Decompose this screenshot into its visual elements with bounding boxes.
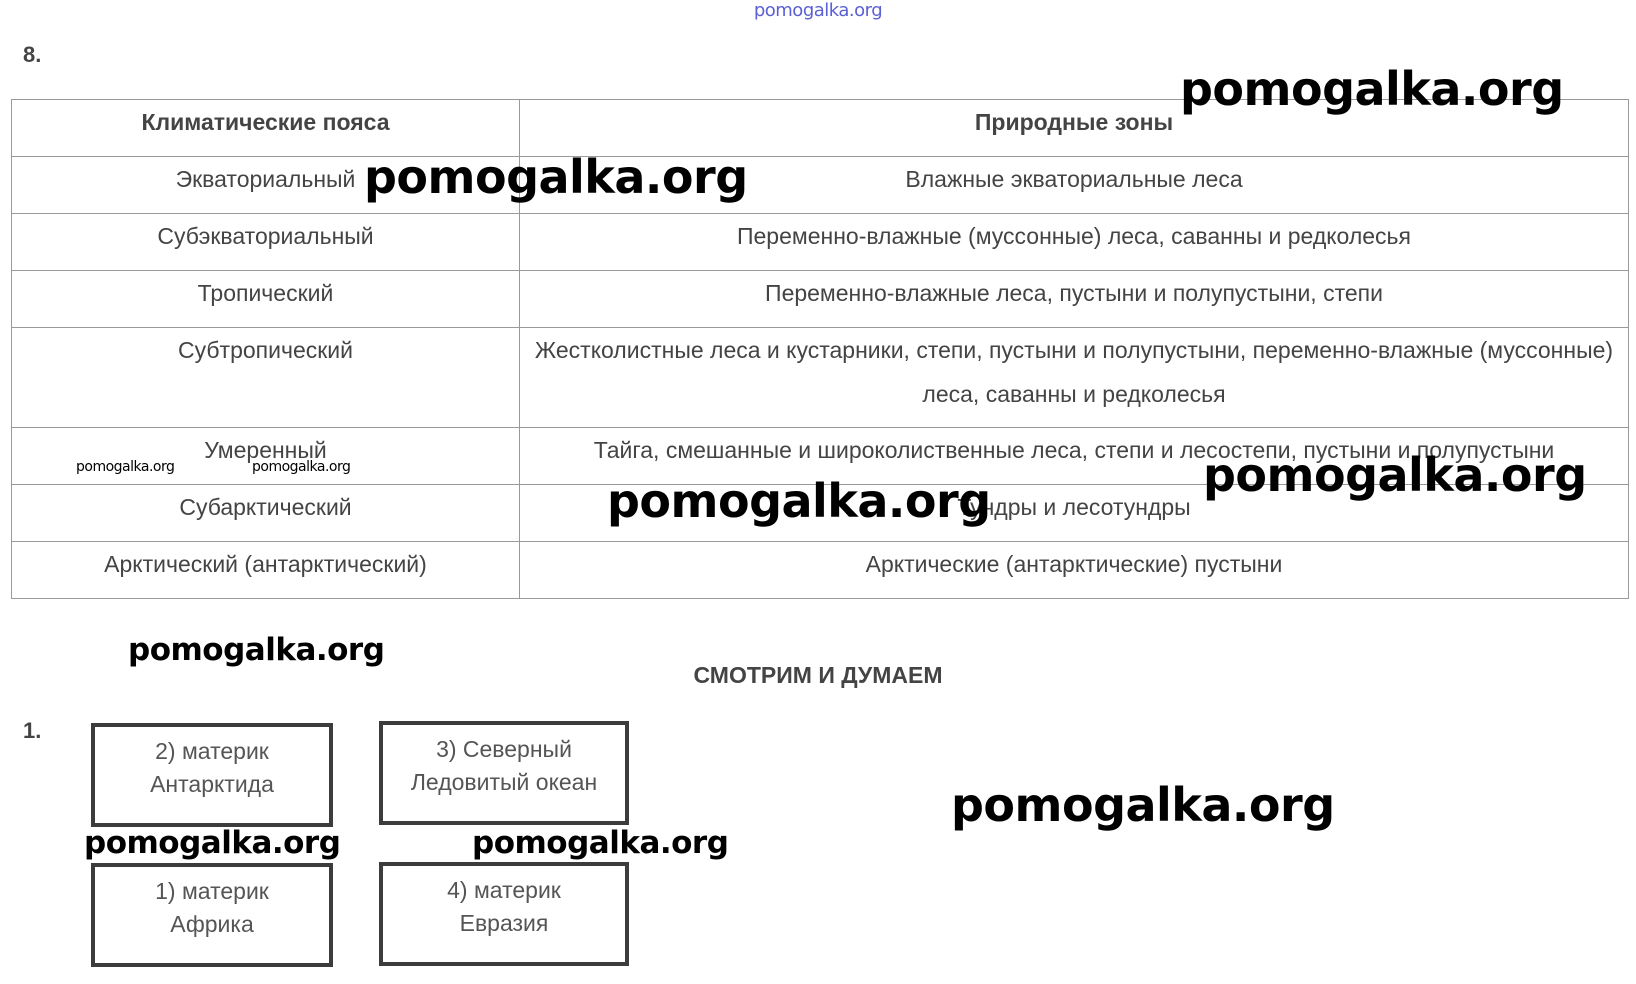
- zones-cell: Арктические (антарктические) пустыни: [520, 542, 1629, 599]
- answer-box-line: 4) материк: [447, 877, 561, 903]
- answer-box: [379, 721, 629, 825]
- top-watermark: pomogalka.org: [753, 0, 883, 21]
- answer-box-line: Евразия: [459, 910, 549, 936]
- answer-box: [91, 723, 333, 827]
- table-row: [12, 271, 1629, 328]
- watermark: pomogalka.org: [364, 150, 748, 204]
- task-number-1: 1.: [23, 718, 42, 743]
- header-climate-belts: Климатические пояса: [12, 100, 520, 157]
- belt-cell: Тропический: [12, 271, 520, 328]
- zones-cell: Тайга, смешанные и широколиственные леса, степи и лесостепи, пустыни и полупустыни: [520, 428, 1629, 485]
- answer-box-line: Ледовитый океан: [410, 769, 598, 795]
- zones-cell: Тундры и лесотундры: [520, 485, 1629, 542]
- answer-box: [91, 863, 333, 967]
- belt-cell: Субарктический: [12, 485, 520, 542]
- belt-cell: Арктический (антарктический): [12, 542, 520, 599]
- table-row: [12, 157, 1629, 214]
- watermark: pomogalka.org: [1203, 448, 1587, 502]
- belt-cell: Субэкваториальный: [12, 214, 520, 271]
- watermark: pomogalka.org: [252, 459, 351, 475]
- belt-cell: Субтропический: [12, 328, 520, 428]
- watermark: pomogalka.org: [84, 825, 341, 861]
- watermark: pomogalka.org: [76, 459, 175, 475]
- table-row: [12, 214, 1629, 271]
- header-natural-zones: Природные зоны: [520, 100, 1629, 157]
- zones-cell: Влажные экваториальные леса: [520, 157, 1629, 214]
- zones-cell: Жестколистные леса и кустарники, степи, пустыни и полупустыни, переменно-влажные (муссонные) леса, саванны и редколесья: [520, 328, 1629, 428]
- table-row: [12, 328, 1629, 428]
- zones-cell: Переменно-влажные леса, пустыни и полупустыни, степи: [520, 271, 1629, 328]
- watermark: pomogalka.org: [951, 778, 1335, 832]
- watermark: pomogalka.org: [1180, 62, 1564, 116]
- zones-cell: Переменно-влажные (муссонные) леса, саванны и редколесья: [520, 214, 1629, 271]
- watermark: pomogalka.org: [472, 825, 729, 861]
- belt-cell: Умеренный: [12, 428, 520, 485]
- task-number-8: 8.: [23, 42, 42, 67]
- answer-box-line: 3) Северный: [436, 736, 572, 762]
- watermark: pomogalka.org: [128, 632, 385, 668]
- watermark: pomogalka.org: [607, 474, 991, 528]
- answer-box-line: Африка: [170, 911, 254, 937]
- answer-box-line: Антарктида: [150, 771, 274, 797]
- table-row: [12, 542, 1629, 599]
- answer-box-line: 2) материк: [155, 738, 269, 764]
- answer-box-line: 1) материк: [155, 878, 269, 904]
- belt-cell: Экваториальный: [12, 157, 520, 214]
- answer-box: [379, 862, 629, 966]
- section-heading: СМОТРИМ И ДУМАЕМ: [693, 662, 943, 688]
